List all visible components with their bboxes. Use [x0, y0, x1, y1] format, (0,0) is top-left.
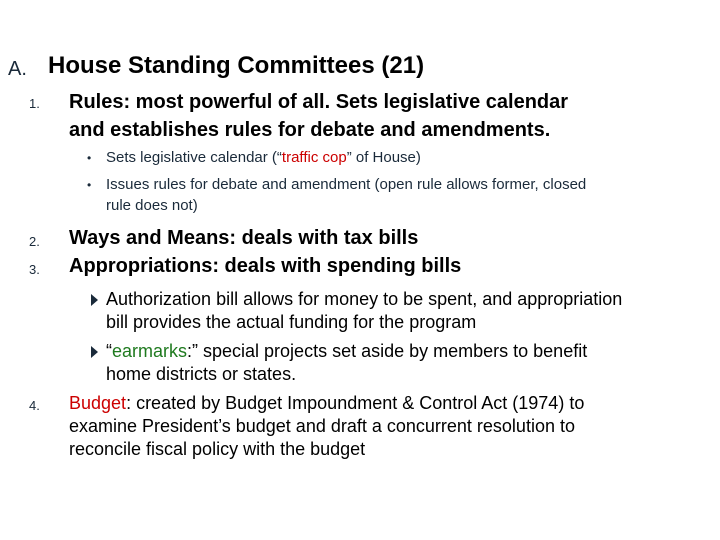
- item-1-bullet-1: Sets legislative calendar (“traffic cop” of House): [106, 149, 421, 166]
- budget-highlight: Budget: [69, 393, 127, 413]
- item-3-bullet-1: Authorization bill allows for money to be spent, and appropriation bill provides the actual funding for the program: [106, 289, 623, 332]
- bullet-dot-icon: •: [87, 178, 92, 192]
- section-title: House Standing Committees (21): [48, 52, 425, 79]
- arrow-bullet-icon: [91, 346, 98, 358]
- bullet-dot-icon: •: [87, 151, 92, 165]
- item-2-number: 2.: [29, 234, 40, 249]
- item-1-line1: Rules: most powerful of all. Sets legislative calendar: [69, 91, 569, 113]
- item-3-number: 3.: [29, 262, 40, 277]
- traffic-cop-highlight: traffic cop: [281, 149, 347, 166]
- item-1-text: [69, 88, 568, 144]
- item-4-number: 4.: [29, 398, 40, 413]
- item-3-text: Appropriations: deals with spending bills: [69, 255, 462, 277]
- item-1-bullet-2: Issues rules for debate and amendment (open rule allows former, closed rule does not): [106, 176, 587, 214]
- item-1-line2: and establishes rules for debate and amendments.: [69, 119, 551, 141]
- earmarks-highlight: earmarks: [112, 341, 188, 361]
- item-3-bullet-2: “earmarks:” special projects set aside by members to benefit home districts or states.: [106, 341, 588, 384]
- item-4-text: Budget: created by Budget Impoundment & Control Act (1974) to examine President’s budget and draft a concurrent resolution to reconcile fiscal policy with the budget: [69, 393, 585, 459]
- section-marker: A.: [8, 58, 27, 80]
- arrow-bullet-icon: [91, 294, 98, 306]
- item-2-text: Ways and Means: deals with tax bills: [69, 227, 419, 249]
- item-1-number: 1.: [29, 96, 40, 111]
